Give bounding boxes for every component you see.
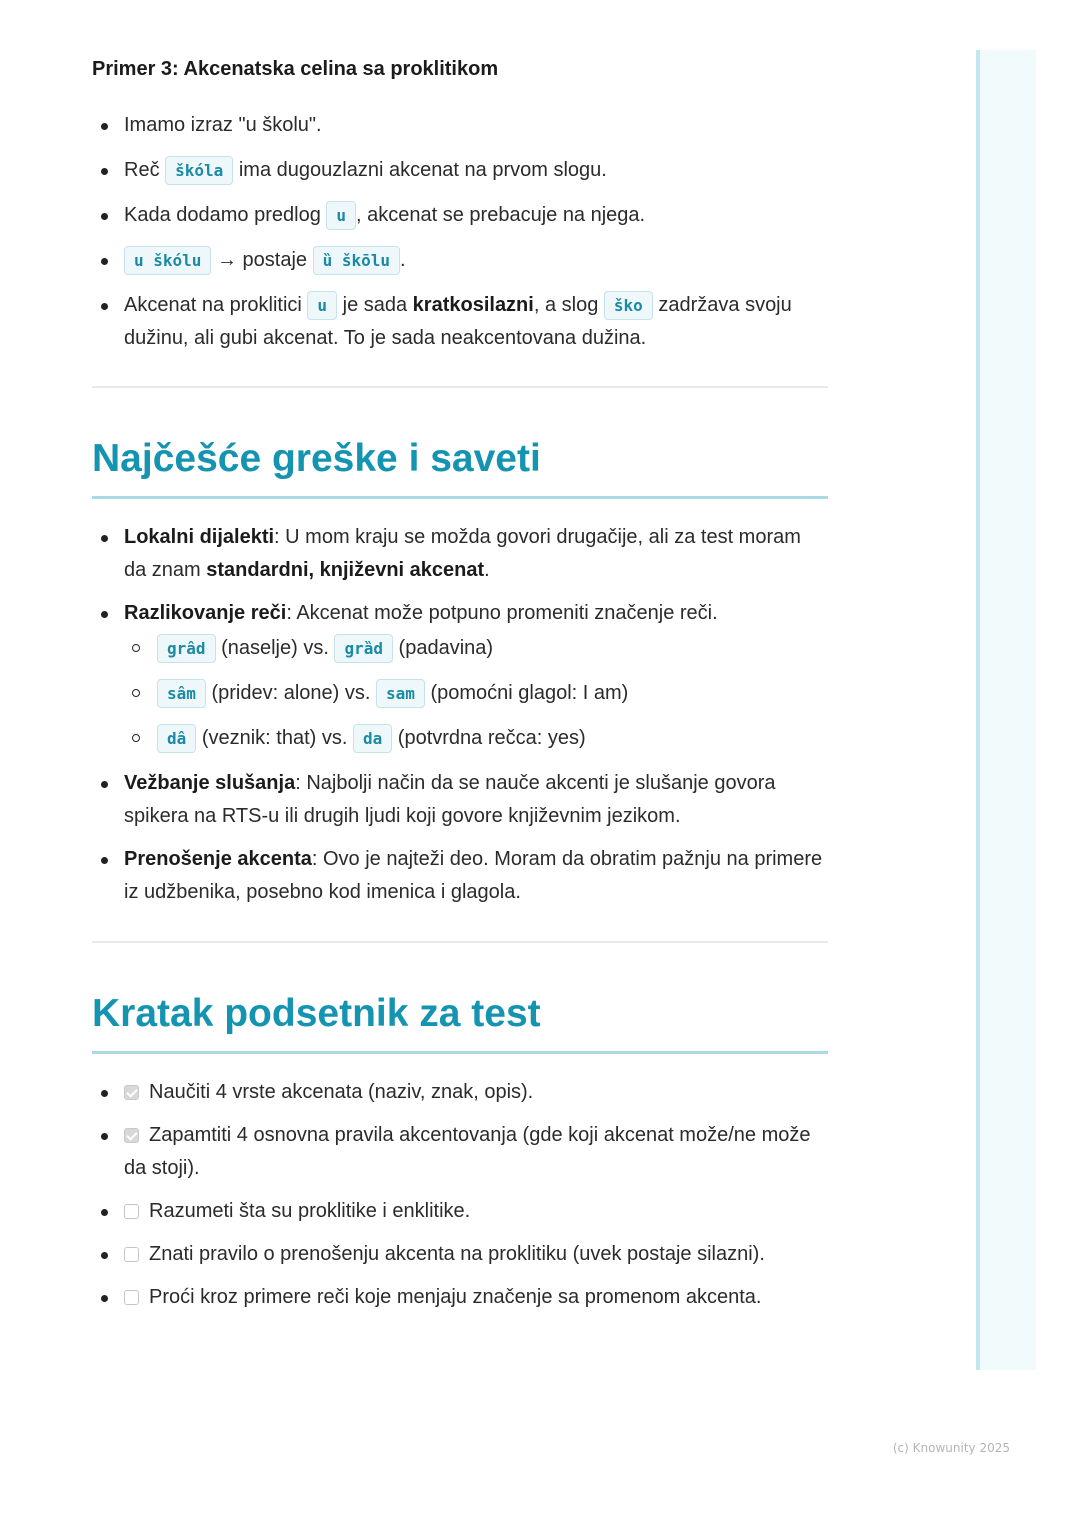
divider	[92, 941, 828, 943]
list-item: u škólu → postaje ȕ škōlu .	[92, 244, 828, 277]
checkbox-unchecked[interactable]	[124, 1204, 139, 1219]
checklist-item: Zapamtiti 4 osnovna pravila akcentovanja (gde koji akcenat može/ne može da stoji).	[92, 1119, 828, 1185]
checklist	[92, 1076, 828, 1314]
checklist-item: Proći kroz primere reči koje menjaju značenje sa promenom akcenta.	[92, 1281, 828, 1314]
code-word: da	[353, 724, 392, 753]
code-word: u	[307, 291, 337, 320]
code-word: u	[326, 201, 356, 230]
code-word: grâd	[157, 634, 216, 663]
divider	[92, 386, 828, 388]
checkbox-checked[interactable]	[124, 1128, 139, 1143]
checklist-item: Razumeti šta su proklitike i enklitike.	[92, 1195, 828, 1228]
sub-list	[124, 632, 828, 755]
example-list	[92, 109, 828, 355]
code-word: sam	[376, 679, 425, 708]
section-heading-reminder: Kratak podsetnik za test	[92, 989, 828, 1054]
code-word: grȁd	[334, 634, 393, 663]
code-word: ȕ škōlu	[313, 246, 400, 275]
code-word: u škólu	[124, 246, 211, 275]
example-title: Primer 3: Akcenatska celina sa proklitikom	[92, 58, 499, 80]
list-item: Lokalni dijalekti: U mom kraju se možda govori drugačije, ali za test moram da znam standardni, književni akcenat.	[92, 521, 828, 587]
right-sidebar-panel	[976, 50, 1036, 1370]
sub-list-item: grâd (naselje) vs. grȁd (padavina)	[124, 632, 828, 665]
code-word: ško	[604, 291, 653, 320]
document-content	[92, 54, 828, 1314]
sub-list-item: dâ (veznik: that) vs. da (potvrdna rečca: yes)	[124, 722, 828, 755]
list-item: Kada dodamo predlog u , akcenat se prebacuje na njega.	[92, 199, 828, 232]
errors-list	[92, 521, 828, 909]
section-heading-errors: Najčešće greške i saveti	[92, 434, 828, 499]
code-word: škóla	[165, 156, 233, 185]
list-item: Prenošenje akcenta: Ovo je najteži deo. Moram da obratim pažnju na primere iz udžbenika, posebno kod imenica i glagola.	[92, 843, 828, 909]
checkbox-checked[interactable]	[124, 1085, 139, 1100]
checkbox-unchecked[interactable]	[124, 1247, 139, 1262]
list-item: Reč škóla ima dugouzlazni akcenat na prvom slogu.	[92, 154, 828, 187]
checklist-item: Znati pravilo o prenošenju akcenta na proklitiku (uvek postaje silazni).	[92, 1238, 828, 1271]
list-item: Razlikovanje reči: Akcenat može potpuno promeniti značenje reči. grâd (naselje) vs. grȁd (padavina) sâm (pridev: alone) vs. sam (pomoćni glagol: I am) dâ (veznik: that) vs. da (potvrdna rečca: yes)	[92, 597, 828, 755]
list-item: Vežbanje slušanja: Najbolji način da se nauče akcenti je slušanje govora spikera na RTS-u ili drugih ljudi koji govore književnim jezikom.	[92, 767, 828, 833]
copyright-footer: (c) Knowunity 2025	[892, 1441, 1010, 1455]
code-word: sâm	[157, 679, 206, 708]
sub-list-item: sâm (pridev: alone) vs. sam (pomoćni glagol: I am)	[124, 677, 828, 710]
checkbox-unchecked[interactable]	[124, 1290, 139, 1305]
code-word: dâ	[157, 724, 196, 753]
checklist-item: Naučiti 4 vrste akcenata (naziv, znak, opis).	[92, 1076, 828, 1109]
list-item: Akcenat na proklitici u je sada kratkosilazni, a slog ško zadržava svoju dužinu, ali gubi akcenat. To je sada neakcentovana dužina.	[92, 289, 828, 355]
list-item: Imamo izraz "u školu".	[92, 109, 828, 142]
